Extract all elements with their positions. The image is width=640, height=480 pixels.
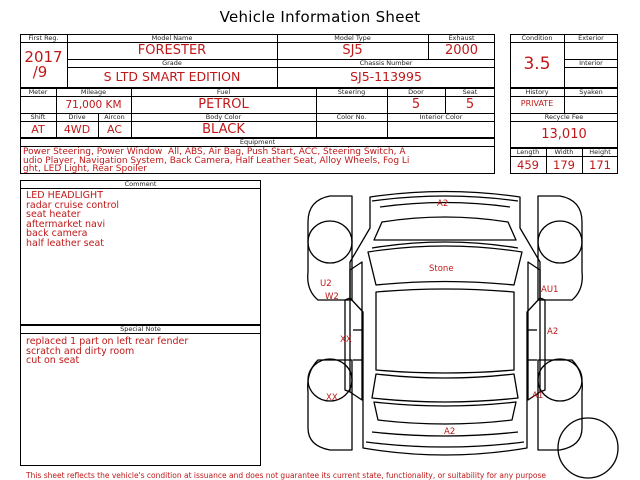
chassis-number-value: SJ5-113995 xyxy=(350,69,422,84)
mark-left-rear-fender: XX xyxy=(326,393,338,403)
first-reg-month: /9 xyxy=(32,63,48,81)
model-type-label: Model Type xyxy=(334,34,371,42)
width-value: 179 xyxy=(553,158,575,172)
disclaimer-text: This sheet reflects the vehicle's condition at issuance and does not guarantee its current state, functionality, or suitability for any purpose xyxy=(26,471,547,480)
aircon-value: AC xyxy=(106,123,122,136)
door-label: Door xyxy=(408,88,424,96)
steering-label: Steering xyxy=(337,88,366,96)
comment-line: seat heater xyxy=(26,209,81,220)
condition-label: Condition xyxy=(521,34,553,42)
shift-value: AT xyxy=(31,123,45,136)
fuel-label: Fuel xyxy=(216,88,231,96)
color-no-label: Color No. xyxy=(336,113,367,121)
sheet-title: Vehicle Information Sheet xyxy=(219,8,421,26)
mark-right-front-fender: AU1 xyxy=(541,285,559,295)
history-label: History xyxy=(525,88,549,96)
height-label: Height xyxy=(589,148,611,156)
mileage-label: Mileage xyxy=(80,88,107,96)
model-name-value: FORESTER xyxy=(137,43,207,58)
door-value: 5 xyxy=(411,97,421,112)
chassis-number-label: Chassis Number xyxy=(359,59,413,67)
comment-line: radar cruise control xyxy=(26,199,120,211)
interior-label: Interior xyxy=(579,59,603,67)
comment-line: LED HEADLIGHT xyxy=(26,190,103,201)
model-name-label: Model Name xyxy=(151,34,193,42)
special-note-line: replaced 1 part on left rear fender xyxy=(26,336,189,347)
seat-value: 5 xyxy=(465,97,475,112)
syaken-label: Syaken xyxy=(579,88,603,96)
mark-front-bumper: A2 xyxy=(437,199,449,209)
interior-color-label: Interior Color xyxy=(419,113,463,121)
grade-value: S LTD SMART EDITION xyxy=(103,69,241,84)
exhaust-value: 2000 xyxy=(444,43,479,58)
mark-left-rear-door: XX xyxy=(340,335,352,345)
special-note-label: Special Note xyxy=(120,325,161,333)
exterior-label: Exterior xyxy=(578,34,604,42)
mark-right-rear-fender: A1 xyxy=(532,391,544,401)
recycle-fee-label: Recycle Fee xyxy=(544,113,584,121)
width-label: Width xyxy=(554,148,574,156)
mark-rear-bumper: A2 xyxy=(444,427,456,437)
body-color-label: Body Color xyxy=(205,113,242,121)
mark-left-front-door: W2 xyxy=(325,292,339,302)
first-reg-label: First Reg. xyxy=(28,34,59,42)
exhaust-label: Exhaust xyxy=(448,34,475,42)
seat-label: Seat xyxy=(462,88,478,96)
fuel-value: PETROL xyxy=(198,97,249,112)
meter-label: Meter xyxy=(28,88,48,96)
comment-line: half leather seat xyxy=(26,237,105,249)
mark-windshield: Stone xyxy=(429,264,454,274)
height-value: 171 xyxy=(589,158,611,172)
comment-line: aftermarket navi xyxy=(26,218,106,230)
recycle-fee-value: 13,010 xyxy=(541,127,587,142)
drive-value: 4WD xyxy=(63,123,91,136)
mark-left-front-fender: U2 xyxy=(320,279,332,289)
condition-value: 3.5 xyxy=(523,54,551,74)
special-note-line: scratch and dirty room xyxy=(26,345,135,357)
equipment-label: Equipment xyxy=(239,138,276,146)
equipment-line-1: Power Steering, Power Window All, ABS, Air Bag, Push Start, ACC, Steering Switch, A xyxy=(23,147,406,157)
comment-label: Comment xyxy=(124,180,157,188)
equipment-line-2: udio Player, Navigation System, Back Camera, Half Leather Seat, Alloy Wheels, Fog Li xyxy=(23,156,410,166)
model-type-value: SJ5 xyxy=(342,43,363,58)
history-value: PRIVATE xyxy=(520,99,554,108)
first-reg-year: 2017 xyxy=(24,48,63,66)
body-color-value: BLACK xyxy=(202,122,245,137)
grade-label: Grade xyxy=(162,59,182,67)
mark-right-rear-door: A2 xyxy=(547,327,559,337)
shift-label: Shift xyxy=(30,113,46,121)
drive-label: Drive xyxy=(68,113,86,121)
mileage-value: 71,000 KM xyxy=(65,99,122,111)
comment-line: back camera xyxy=(26,228,88,239)
aircon-label: Aircon xyxy=(104,113,125,121)
special-note-line: cut on seat xyxy=(26,355,80,366)
equipment-line-3: ght, LED Light, Rear Spoiler xyxy=(23,164,147,174)
length-label: Length xyxy=(516,148,540,156)
length-value: 459 xyxy=(517,158,539,172)
